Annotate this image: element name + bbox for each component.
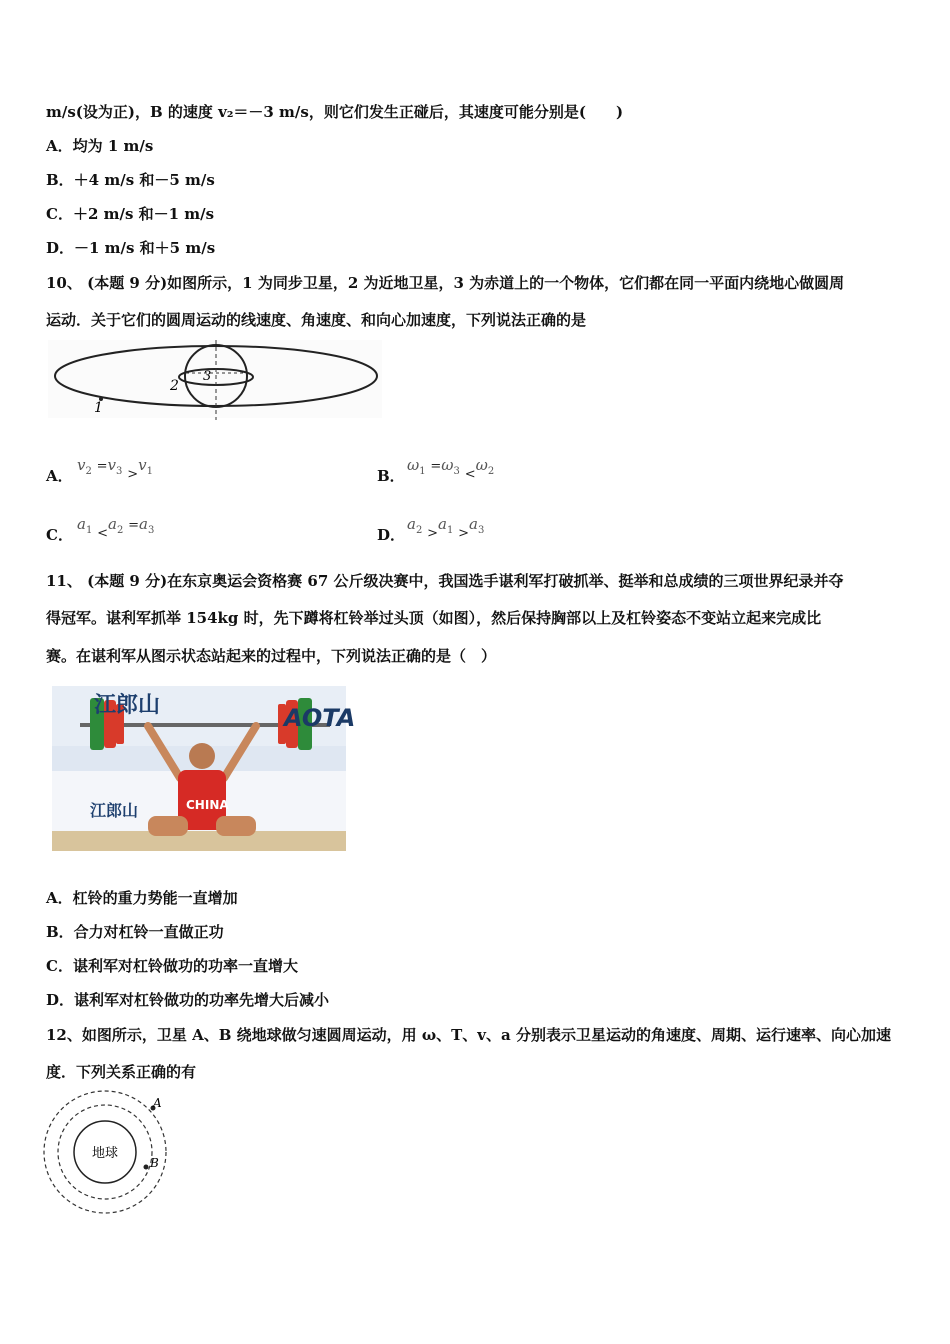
q10-stem-line1: 10、 (本题 9 分)如图所示，1 为同步卫星，2 为近地卫星，3 为赤道上的一个物体，它们都在同一平面内绕地心做圆周	[46, 274, 845, 292]
satellite-b-dot	[144, 1165, 149, 1170]
satellite-b-label: B	[150, 1156, 159, 1170]
q11-stem-line2: 得冠军。谌利军抓举 154kg 时，先下蹲将杠铃举过头顶（如图），然后保持胸部以上及杠铃姿态不变站立起来完成比	[46, 609, 822, 627]
q12-orbit-figure	[40, 1088, 175, 1218]
label-2: 2	[170, 378, 179, 394]
photo-brand-text: AOTA	[284, 704, 356, 732]
q10-option-a-label[interactable]: A．	[46, 467, 73, 485]
q10-stem-line2: 运动．关于它们的圆周运动的线速度、角速度、和向心加速度，下列说法正确的是	[46, 311, 587, 329]
q10-option-c-label[interactable]: C．	[46, 526, 73, 544]
photo-sponsor-text: 江郎山	[90, 801, 139, 820]
q11-option-c[interactable]: C．谌利军对杠铃做功的功率一直增大	[46, 957, 298, 975]
q11-stem-line1: 11、 (本题 9 分)在东京奥运会资格赛 67 公斤级决赛中，我国选手谌利军打破抓举、挺举和总成绩的三项世界纪录并夺	[46, 572, 844, 590]
label-1: 1	[94, 400, 103, 416]
q9-option-b[interactable]: B．＋4 m/s 和－5 m/s	[46, 171, 215, 189]
q11-option-d[interactable]: D．谌利军对杠铃做功的功率先增大后减小	[46, 991, 330, 1009]
photo-banner-text: 江郎山	[94, 693, 161, 718]
q9-option-a[interactable]: A．均为 1 m/s	[46, 137, 154, 155]
q10-option-a-expr: $v_2 =v_3 >v_1$	[77, 456, 153, 482]
photo-jersey-text: CHINA	[186, 798, 229, 812]
q12-stem-line2: 度．下列关系正确的有	[46, 1063, 197, 1081]
q9-option-c[interactable]: C．＋2 m/s 和－1 m/s	[46, 205, 215, 223]
q9-option-d[interactable]: D．－1 m/s 和＋5 m/s	[46, 239, 216, 257]
q11-stem-line3: 赛。在谌利军从图示状态站起来的过程中，下列说法正确的是（ ）	[46, 647, 497, 665]
q10-option-d-label[interactable]: D．	[377, 526, 406, 544]
q11-option-b[interactable]: B．合力对杠铃一直做正功	[46, 923, 224, 941]
q10-option-c-expr: $a_1 <a_2 =a_3$	[77, 515, 155, 541]
label-3: 3	[203, 369, 212, 384]
q10-option-b-label[interactable]: B．	[377, 467, 405, 485]
q10-option-b-expr: $\omega_1 =\omega_3 <\omega_2$	[407, 456, 495, 482]
satellite-a-label: A	[153, 1096, 162, 1110]
weightlifter-photo	[52, 686, 356, 851]
q12-stem-line1: 12、如图所示，卫星 A、B 绕地球做匀速圆周运动，用 ω、T、v、a 分别表示卫星运动的角速度、周期、运行速率、向心加速	[46, 1026, 891, 1044]
q10-orbit-figure	[46, 336, 386, 422]
q9-stem-line: m/s(设为正)，B 的速度 v₂＝－3 m/s，则它们发生正碰后，其速度可能分别是( )	[46, 103, 624, 121]
q10-option-d-expr: $a_2 >a_1 >a_3$	[407, 515, 485, 541]
earth-label: 地球	[92, 1146, 119, 1161]
q11-option-a[interactable]: A．杠铃的重力势能一直增加	[46, 889, 238, 907]
